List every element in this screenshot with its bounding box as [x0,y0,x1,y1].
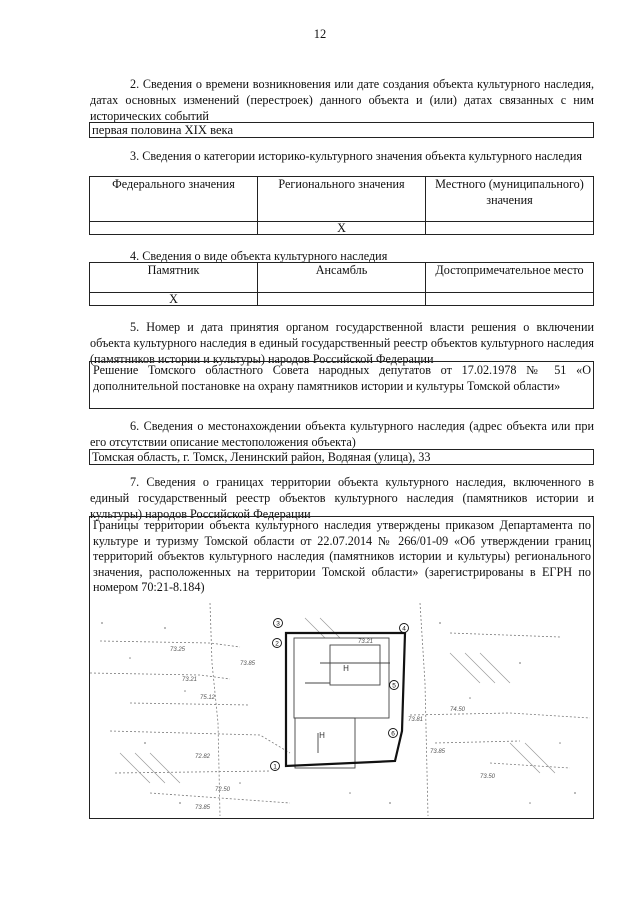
plan-annotation: 73.85 [240,661,256,667]
plan-building-labels [319,664,349,740]
category-federal: Федерального значения [90,177,258,222]
type-header-row [90,263,594,293]
plan-building-label: Н [319,731,325,740]
plan-annotation: 75.12 [200,695,216,701]
plan-annotation: 73.25 [170,647,186,653]
plan-point-label: 6 [391,730,395,738]
territory-boundary-plan [90,603,593,816]
section-5-value-box [89,361,594,409]
plan-point-label: 5 [392,682,396,690]
section-2-heading: 2. Сведения о времени возникновения или дате создания объекта культурного наследия, датах основных изменений (перестроек) данного объекта и (или) датах связанных с ним исторических событий [90,77,594,123]
category-mark-regional: X [258,222,426,235]
section-7-heading: 7. Сведения о границах территории объекта культурного наследия, включенного в единый государственный реестр объектов культурного наследия (памятников истории и культуры) народов Российской Федерации [90,475,594,521]
plan-point-label: 4 [402,625,406,633]
plan-background-lines [90,603,590,816]
category-table [89,176,594,235]
plan-buildings [294,638,390,768]
section-2-value-box [89,122,594,138]
section-7-value: Границы территории объекта культурного наследия утверждены приказом Департамента по культуре и туризму Томской области от 22.07.2014 № 266/01-09 «Об утверждении границ территорий объектов культурного наследия (памятников истории и культуры) регионального значения, расположенных на территории Томской области» (зарегистрированы в ЕГРН по номером 70:21-8.184) [93,518,591,594]
plan-annotation: 73.21 [182,677,198,683]
category-mark-row [90,222,594,235]
category-header-row [90,177,594,222]
section-5-heading: 5. Номер и дата принятия органом государственной власти решения о включении объекта культурного наследия в единый государственный реестр объектов культурного наследия (памятников истории и культуры) народов Российской Федерации [90,320,594,366]
plan-annotation: 72.50 [215,787,231,793]
section-4-heading: 4. Сведения о виде объекта культурного наследия [130,249,388,263]
plan-building-label: Н [343,664,349,673]
page-number: 12 [313,27,327,41]
section-6-value: Томская область, г. Томск, Ленинский район, Водяная (улица), 33 [92,450,431,464]
plan-annotation: 72.82 [195,754,211,760]
plan-annotation: 73.21 [358,639,374,645]
plan-point-label: 2 [275,640,279,648]
type-ensemble: Ансамбль [258,263,426,293]
category-regional: Регионального значения [258,177,426,222]
type-landmark: Достопримечательное место [426,263,594,293]
plan-annotation: 73.81 [408,717,424,723]
type-table [89,262,594,306]
category-mark-federal [90,222,258,235]
type-monument: Памятник [90,263,258,293]
plan-point-labels [273,621,406,771]
category-mark-local [426,222,594,235]
plan-point-label: 1 [273,763,277,771]
section-5-value: Решение Томского областного Совета народных депутатов от 17.02.1978 № 51 «О дополнительной постановке на охрану памятников истории и культуры Томской области» [93,363,591,393]
section-6-value-box [89,449,594,465]
plan-point-label: 3 [276,620,280,628]
category-local: Местного (муниципального) значения [426,177,594,222]
plan-annotation: 73.50 [480,774,496,780]
type-mark-ensemble [258,293,426,306]
plan-annotation: 73.85 [195,805,211,811]
plan-annotation: 74.50 [450,707,466,713]
section-2-value: первая половина XIX века [92,123,234,137]
type-mark-monument: X [90,293,258,306]
section-3-heading: 3. Сведения о категории историко-культурного значения объекта культурного наследия [130,149,582,163]
plan-annotation: 73.85 [430,749,446,755]
type-mark-row [90,293,594,306]
plan-boundary [286,633,405,766]
type-mark-landmark [426,293,594,306]
plan-annotations [170,639,496,811]
plan-point-markers [271,619,409,771]
section-6-heading: 6. Сведения о местонахождении объекта культурного наследия (адрес объекта или при его отсутствии описание местоположения объекта) [90,419,594,449]
